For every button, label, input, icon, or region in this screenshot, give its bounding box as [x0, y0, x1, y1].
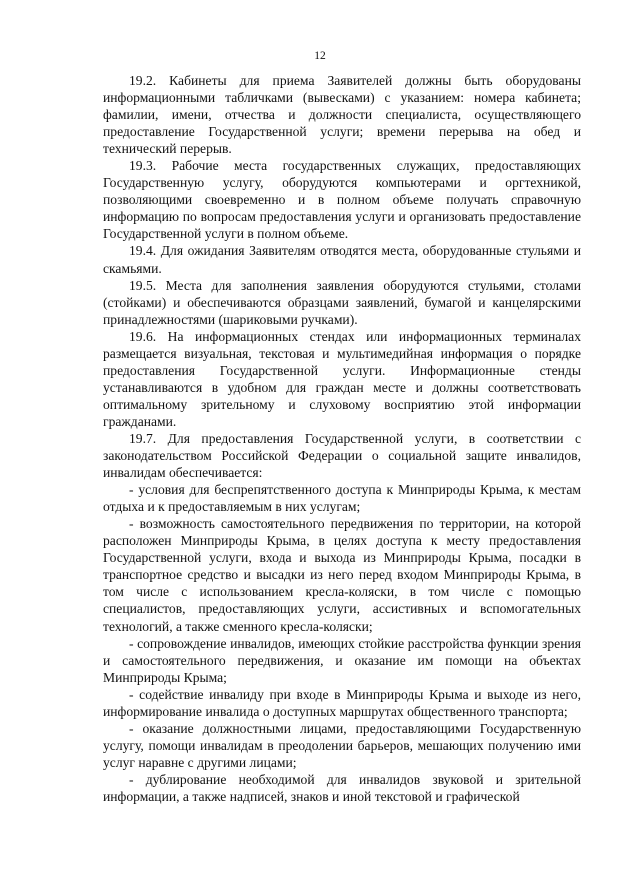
list-item-barrier-help: - оказание должностными лицами, предоставляющими Государственную услугу, помощи инвалидам в преодолении барьеров, мешающих получению ими услуг наравне с другими лицами;: [103, 720, 581, 770]
list-item-access-conditions: - условия для беспрепятственного доступа к Минприроды Крыма, к местам отдыха и к предоставляемым в них услугам;: [103, 482, 581, 515]
page-number: 12: [314, 50, 326, 62]
paragraph-19-6: 19.6. На информационных стендах или информационных терминалах размещается визуальная, текстовая и мультимедийная информация о порядке предоставления Государственной услуги. Информационные стенды устанавливаются в удобном для граждан месте и должны соответствовать оптимальному зрительному и слуховому восприятию этой информации гражданами.: [103, 328, 581, 429]
paragraph-19-2: 19.2. Кабинеты для приема Заявителей должны быть оборудованы информационными табличками (вывесками) с указанием: номера кабинета; фамилии, имени, отчества и должности специалиста, осуществляющего предоставление Государственной услуги; времени перерыва на обед и технический перерыв.: [103, 73, 581, 157]
paragraph-19-5: 19.5. Места для заполнения заявления оборудуются стульями, столами (стойками) и обеспечиваются образцами заявлений, бумагой и канцелярскими принадлежностями (шариковыми ручками).: [103, 277, 581, 327]
list-item-escort: - сопровождение инвалидов, имеющих стойкие расстройства функции зрения и самостоятельного передвижения, и оказание им помощи на объектах Минприроды Крыма;: [103, 635, 581, 685]
paragraph-19-3: 19.3. Рабочие места государственных служащих, предоставляющих Государственную услугу, оборудуются компьютерами и оргтехникой, позволяющими своевременно и в полном объеме получать справочную информацию по вопросам предоставления услуги и организовать предоставление Государственной услуги в полном объеме.: [103, 158, 581, 242]
paragraph-19-4: 19.4. Для ожидания Заявителям отводятся места, оборудованные стульями и скамьями.: [103, 243, 581, 276]
list-item-entry-assistance: - содействие инвалиду при входе в Минприроды Крыма и выходе из него, информирование инвалида о доступных маршрутах общественного транспорта;: [103, 686, 581, 719]
paragraph-19-7: 19.7. Для предоставления Государственной услуги, в соответствии с законодательством Российской Федерации о социальной защите инвалидов, инвалидам обеспечивается:: [103, 430, 581, 481]
list-item-information-duplication: - дублирование необходимой для инвалидов звуковой и зрительной информации, а также надписей, знаков и иной текстовой и графической: [103, 771, 581, 804]
list-item-independent-movement: - возможность самостоятельного передвижения по территории, на которой расположен Минприроды Крыма, в целях доступа к месту предоставления Государственной услуги, входа и выхода из Минприроды Крыма, посадки в транспортное средство и высадки из него перед входом Минприроды Крыма, в том числе с использованием кресла-коляски, в том числе с помощью специалистов, предоставляющих услуги, ассистивных и вспомогательных технологий, а также сменного кресла-коляски;: [103, 516, 581, 634]
document-body: [103, 72, 581, 805]
